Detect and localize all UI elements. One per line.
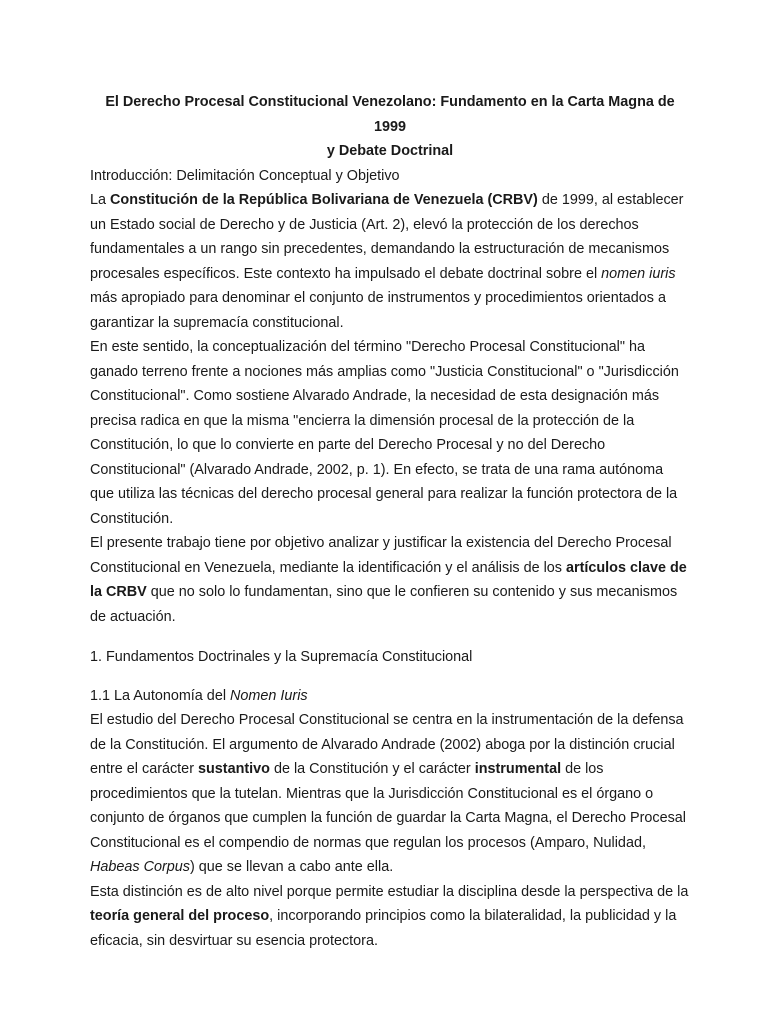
subsection-1-1-prefix: 1.1 La Autonomía del xyxy=(90,687,231,704)
paragraph-5-bold-teoria: teoría general del proceso xyxy=(90,908,270,924)
document-page xyxy=(90,90,690,953)
paragraph-4-italic-habeas-corpus: Habeas Corpus xyxy=(90,859,190,875)
paragraph-1-text-e: más apropiado para denominar el conjunto de instrumentos y procedimientos orientados a garantizar la supremacía constitucional. xyxy=(90,290,666,331)
paragraph-1 xyxy=(90,188,690,335)
document-title-line-2: y Debate Doctrinal xyxy=(326,143,454,159)
paragraph-2: En este sentido, la conceptualización del término "Derecho Procesal Constitucional" ha ganado terreno frente a nociones más amplias como "Justicia Constitucional" o "Jurisdicción Constitucional". Como sostiene Alvarado Andrade, la necesidad de esta designación más precisa radica en que la misma "encierra la dimensión procesal de la protección de la Constitución, lo que lo convierte en parte del Derecho Procesal y no del Derecho Constitucional" (Alvarado Andrade, 2002, p. 1). En efecto, se trata de una rama autónoma que utiliza las técnicas del derecho procesal general para realizar la función protectora de la Constitución. xyxy=(90,339,679,527)
paragraph-4-text-c: de la Constitución y el carácter xyxy=(269,761,475,777)
subsection-1-1-heading xyxy=(90,684,690,709)
paragraph-5-text-a: Esta distinción es de alto nivel porque permite estudiar la disciplina desde la perspectiva de la xyxy=(90,883,689,900)
subsection-1-1-italic: Nomen Iuris xyxy=(230,687,308,704)
paragraph-3-text-a: El presente trabajo tiene por objetivo analizar y justificar la existencia del Derecho Procesal Constitucional en Venezuela, mediante la identificación y el análisis de los xyxy=(90,535,672,576)
paragraph-4-text-e: de los procedimientos que la tutelan. Mientras que la Jurisdicción Constitucional es el órgano o conjunto de órganos que cumplen la función de guardar la Carta Magna, el Derecho Procesal Constitucional es el compendio de normas que regulan los procesos (Amparo, Nulidad, xyxy=(90,761,686,851)
paragraph-3-text-c: que no solo lo fundamentan, sino que le confieren su contenido y sus mecanismos de actuación. xyxy=(90,584,678,625)
paragraph-4-text-g: ) que se llevan a cabo ante ella. xyxy=(190,859,394,875)
paragraph-3 xyxy=(90,531,690,629)
paragraph-4-bold-sustantivo: sustantivo xyxy=(197,761,270,777)
document-title xyxy=(90,90,690,164)
paragraph-1-bold-crbv: Constitución de la República Bolivariana de Venezuela (CRBV) xyxy=(110,192,538,208)
paragraph-5 xyxy=(90,880,690,954)
section-1-heading: 1. Fundamentos Doctrinales y la Supremacía Constitucional xyxy=(90,649,473,665)
paragraph-1-italic-nomen-iuris: nomen iuris xyxy=(601,265,676,282)
paragraph-3-bold-articulos: artículos clave de la CRBV xyxy=(90,559,687,600)
intro-heading: Introducción: Delimitación Conceptual y Objetivo xyxy=(90,167,400,184)
paragraph-1-text-a: La xyxy=(90,192,111,208)
paragraph-4-text-a: El estudio del Derecho Procesal Constitucional se centra en la instrumentación de la defensa de la Constitución. El argumento de Alvarado Andrade (2002) aboga por la distinción crucial entre el carácter xyxy=(90,712,684,777)
paragraph-5-text-c: , incorporando principios como la bilateralidad, la publicidad y la eficacia, sin desvirtuar su esencia protectora. xyxy=(90,908,677,949)
document-title-line-1: El Derecho Procesal Constitucional Venezolano: Fundamento en la Carta Magna de 1999 xyxy=(105,94,675,135)
paragraph-4-bold-instrumental: instrumental xyxy=(474,761,562,777)
paragraph-4 xyxy=(90,708,690,880)
paragraph-1-text-c: de 1999, al establecer un Estado social de Derecho y de Justicia (Art. 2), elevó la protección de los derechos fundamentales a un rango sin precedentes, demandando la estructuración de mecanismos procesales específicos. Este contexto ha impulsado el debate doctrinal sobre el xyxy=(90,192,684,282)
